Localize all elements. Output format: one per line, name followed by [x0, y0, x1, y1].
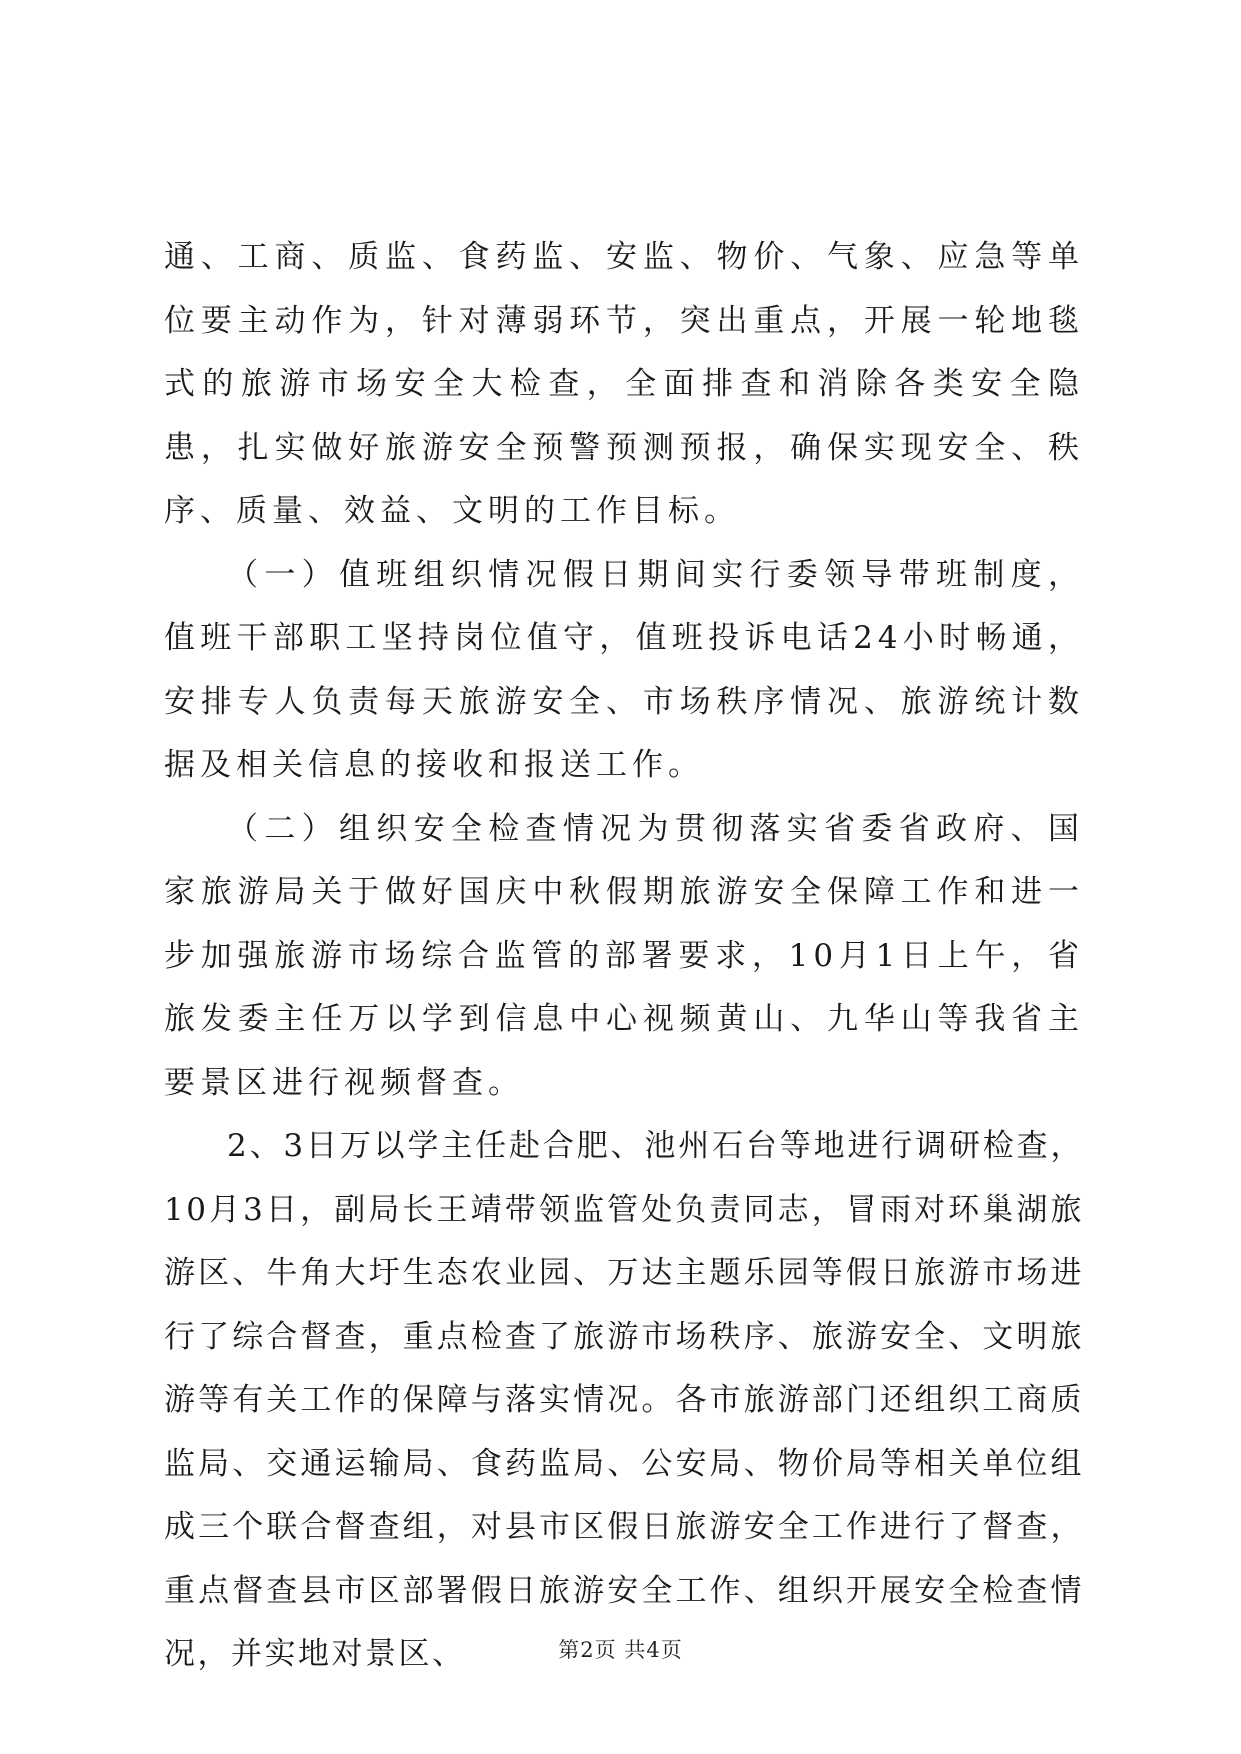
document-body	[164, 226, 1084, 1687]
paragraph-inspection-details: 2、3日万以学主任赴合肥、池州石台等地进行调研检查，10月3日，副局长王靖带领监管处负责同志，冒雨对环巢湖旅游区、牛角大圩生态农业园、万达主题乐园等假日旅游市场进行了综合督查，重点检查了旅游市场秩序、旅游安全、文明旅游等有关工作的保障与落实情况。各市旅游部门还组织工商质监局、交通运输局、食药监局、公安局、物价局等相关单位组成三个联合督查组，对县市区假日旅游安全工作进行了督查，重点督查县市区部署假日旅游安全工作、组织开展安全检查情况，并实地对景区、	[164, 1128, 1084, 1672]
paragraph-duty-organization: （一）值班组织情况假日期间实行委领导带班制度，值班干部职工坚持岗位值守，值班投诉电话24小时畅通，安排专人负责每天旅游安全、市场秩序情况、旅游统计数据及相关信息的接收和报送工作。	[164, 556, 1084, 783]
paragraph-safety-inspection: （二）组织安全检查情况为贯彻落实省委省政府、国家旅游局关于做好国庆中秋假期旅游安全保障工作和进一步加强旅游市场综合监管的部署要求，10月1日上午，省旅发委主任万以学到信息中心视频黄山、九华山等我省主要景区进行视频督查。	[164, 810, 1084, 1101]
paragraph-continuation: 通、工商、质监、食药监、安监、物价、气象、应急等单位要主动作为，针对薄弱环节，突出重点，开展一轮地毯式的旅游市场安全大检查，全面排查和消除各类安全隐患，扎实做好旅游安全预警预测预报，确保实现安全、秩序、质量、效益、文明的工作目标。	[164, 239, 1084, 529]
page-number-footer: 第2页 共4页	[558, 1638, 683, 1662]
